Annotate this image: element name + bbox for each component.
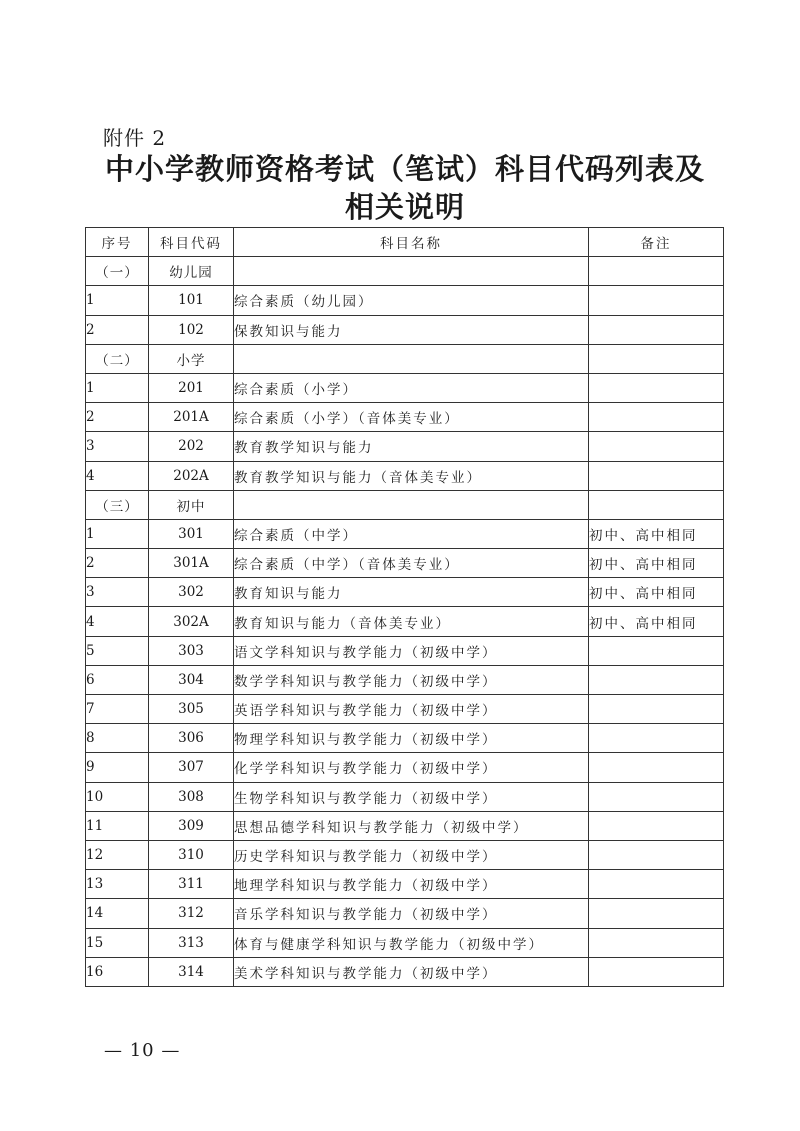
table-body bbox=[86, 257, 724, 987]
section-name: 幼儿园 bbox=[149, 257, 234, 286]
table-row bbox=[86, 840, 724, 869]
subject-note bbox=[589, 636, 724, 665]
table-row bbox=[86, 373, 724, 402]
table-row bbox=[86, 870, 724, 899]
subject-code: 202 bbox=[149, 432, 234, 461]
table-row bbox=[86, 461, 724, 490]
table-row bbox=[86, 519, 724, 548]
table-row bbox=[86, 432, 724, 461]
table-row bbox=[86, 899, 724, 928]
row-number: 1 bbox=[86, 519, 149, 548]
subject-note bbox=[589, 403, 724, 432]
subject-note bbox=[589, 461, 724, 490]
row-number: 1 bbox=[86, 286, 149, 315]
subject-note bbox=[589, 928, 724, 957]
subject-name: 综合素质（中学）（音体美专业） bbox=[234, 549, 589, 578]
row-number: 16 bbox=[86, 957, 149, 986]
section-empty-name bbox=[234, 344, 589, 373]
section-empty-note bbox=[589, 257, 724, 286]
subject-code: 313 bbox=[149, 928, 234, 957]
subject-name: 语文学科知识与教学能力（初级中学） bbox=[234, 636, 589, 665]
row-number: 2 bbox=[86, 315, 149, 344]
table-row bbox=[86, 665, 724, 694]
row-number: 3 bbox=[86, 578, 149, 607]
row-number: 12 bbox=[86, 840, 149, 869]
table-row bbox=[86, 928, 724, 957]
section-name: 小学 bbox=[149, 344, 234, 373]
subject-name: 教育教学知识与能力（音体美专业） bbox=[234, 461, 589, 490]
subject-note bbox=[589, 840, 724, 869]
subject-code: 308 bbox=[149, 782, 234, 811]
row-number: 10 bbox=[86, 782, 149, 811]
title-line-2: 相关说明 bbox=[344, 190, 465, 224]
title-line-1: 中小学教师资格考试（笔试）科目代码列表及 bbox=[104, 152, 705, 186]
subject-name: 美术学科知识与教学能力（初级中学） bbox=[234, 957, 589, 986]
subject-name: 英语学科知识与教学能力（初级中学） bbox=[234, 695, 589, 724]
subject-note bbox=[589, 665, 724, 694]
subject-note bbox=[589, 957, 724, 986]
subject-code: 101 bbox=[149, 286, 234, 315]
section-row bbox=[86, 490, 724, 519]
table-row bbox=[86, 636, 724, 665]
subject-name: 思想品德学科知识与教学能力（初级中学） bbox=[234, 811, 589, 840]
table-row bbox=[86, 811, 724, 840]
subject-code: 304 bbox=[149, 665, 234, 694]
subject-note bbox=[589, 811, 724, 840]
subject-note bbox=[589, 899, 724, 928]
subject-code: 102 bbox=[149, 315, 234, 344]
section-row bbox=[86, 344, 724, 373]
section-empty-note bbox=[589, 344, 724, 373]
subject-name: 综合素质（幼儿园） bbox=[234, 286, 589, 315]
subject-note bbox=[589, 724, 724, 753]
subject-code: 314 bbox=[149, 957, 234, 986]
subject-name: 化学学科知识与教学能力（初级中学） bbox=[234, 753, 589, 782]
document-title bbox=[80, 150, 730, 226]
row-number: 3 bbox=[86, 432, 149, 461]
row-number: 6 bbox=[86, 665, 149, 694]
row-number: 4 bbox=[86, 607, 149, 636]
subject-code-table bbox=[85, 227, 724, 987]
subject-code: 201 bbox=[149, 373, 234, 402]
table-row bbox=[86, 724, 724, 753]
subject-name: 地理学科知识与教学能力（初级中学） bbox=[234, 870, 589, 899]
subject-note bbox=[589, 315, 724, 344]
table-row bbox=[86, 695, 724, 724]
section-number: （三） bbox=[86, 490, 149, 519]
subject-note: 初中、高中相同 bbox=[589, 578, 724, 607]
header-no: 序号 bbox=[86, 228, 149, 257]
section-name: 初中 bbox=[149, 490, 234, 519]
table-row bbox=[86, 782, 724, 811]
row-number: 5 bbox=[86, 636, 149, 665]
subject-name: 历史学科知识与教学能力（初级中学） bbox=[234, 840, 589, 869]
subject-note bbox=[589, 753, 724, 782]
row-number: 15 bbox=[86, 928, 149, 957]
table-header-row bbox=[86, 228, 724, 257]
subject-code: 301 bbox=[149, 519, 234, 548]
section-number: （二） bbox=[86, 344, 149, 373]
subject-name: 生物学科知识与教学能力（初级中学） bbox=[234, 782, 589, 811]
subject-name: 数学学科知识与教学能力（初级中学） bbox=[234, 665, 589, 694]
subject-code: 301A bbox=[149, 549, 234, 578]
subject-code: 311 bbox=[149, 870, 234, 899]
page-number: — 10 — bbox=[104, 1040, 181, 1061]
subject-code: 309 bbox=[149, 811, 234, 840]
subject-note bbox=[589, 373, 724, 402]
row-number: 14 bbox=[86, 899, 149, 928]
row-number: 11 bbox=[86, 811, 149, 840]
row-number: 1 bbox=[86, 373, 149, 402]
header-note: 备注 bbox=[589, 228, 724, 257]
attachment-label: 附件 2 bbox=[103, 126, 167, 150]
section-empty-name bbox=[234, 257, 589, 286]
subject-code: 302 bbox=[149, 578, 234, 607]
subject-code: 302A bbox=[149, 607, 234, 636]
subject-note bbox=[589, 782, 724, 811]
row-number: 9 bbox=[86, 753, 149, 782]
row-number: 4 bbox=[86, 461, 149, 490]
subject-name: 教育知识与能力（音体美专业） bbox=[234, 607, 589, 636]
table-row bbox=[86, 286, 724, 315]
subject-code: 307 bbox=[149, 753, 234, 782]
row-number: 2 bbox=[86, 549, 149, 578]
subject-name: 体育与健康学科知识与教学能力（初级中学） bbox=[234, 928, 589, 957]
subject-code: 202A bbox=[149, 461, 234, 490]
subject-code: 201A bbox=[149, 403, 234, 432]
row-number: 13 bbox=[86, 870, 149, 899]
subject-note bbox=[589, 432, 724, 461]
table-row bbox=[86, 578, 724, 607]
subject-name: 综合素质（小学） bbox=[234, 373, 589, 402]
subject-name: 教育教学知识与能力 bbox=[234, 432, 589, 461]
subject-name: 物理学科知识与教学能力（初级中学） bbox=[234, 724, 589, 753]
subject-note: 初中、高中相同 bbox=[589, 519, 724, 548]
subject-note bbox=[589, 286, 724, 315]
subject-code: 303 bbox=[149, 636, 234, 665]
table-row bbox=[86, 753, 724, 782]
table-row bbox=[86, 549, 724, 578]
subject-code: 306 bbox=[149, 724, 234, 753]
subject-name: 综合素质（中学） bbox=[234, 519, 589, 548]
subject-note bbox=[589, 870, 724, 899]
section-row bbox=[86, 257, 724, 286]
subject-code: 305 bbox=[149, 695, 234, 724]
subject-note bbox=[589, 695, 724, 724]
subject-name: 综合素质（小学）（音体美专业） bbox=[234, 403, 589, 432]
subject-code: 312 bbox=[149, 899, 234, 928]
row-number: 8 bbox=[86, 724, 149, 753]
table-row bbox=[86, 315, 724, 344]
subject-name: 教育知识与能力 bbox=[234, 578, 589, 607]
section-empty-note bbox=[589, 490, 724, 519]
header-code: 科目代码 bbox=[149, 228, 234, 257]
table-row bbox=[86, 607, 724, 636]
row-number: 7 bbox=[86, 695, 149, 724]
subject-name: 音乐学科知识与教学能力（初级中学） bbox=[234, 899, 589, 928]
header-name: 科目名称 bbox=[234, 228, 589, 257]
table-row bbox=[86, 403, 724, 432]
table-row bbox=[86, 957, 724, 986]
section-empty-name bbox=[234, 490, 589, 519]
row-number: 2 bbox=[86, 403, 149, 432]
subject-note: 初中、高中相同 bbox=[589, 549, 724, 578]
section-number: （一） bbox=[86, 257, 149, 286]
subject-note: 初中、高中相同 bbox=[589, 607, 724, 636]
subject-name: 保教知识与能力 bbox=[234, 315, 589, 344]
subject-code: 310 bbox=[149, 840, 234, 869]
